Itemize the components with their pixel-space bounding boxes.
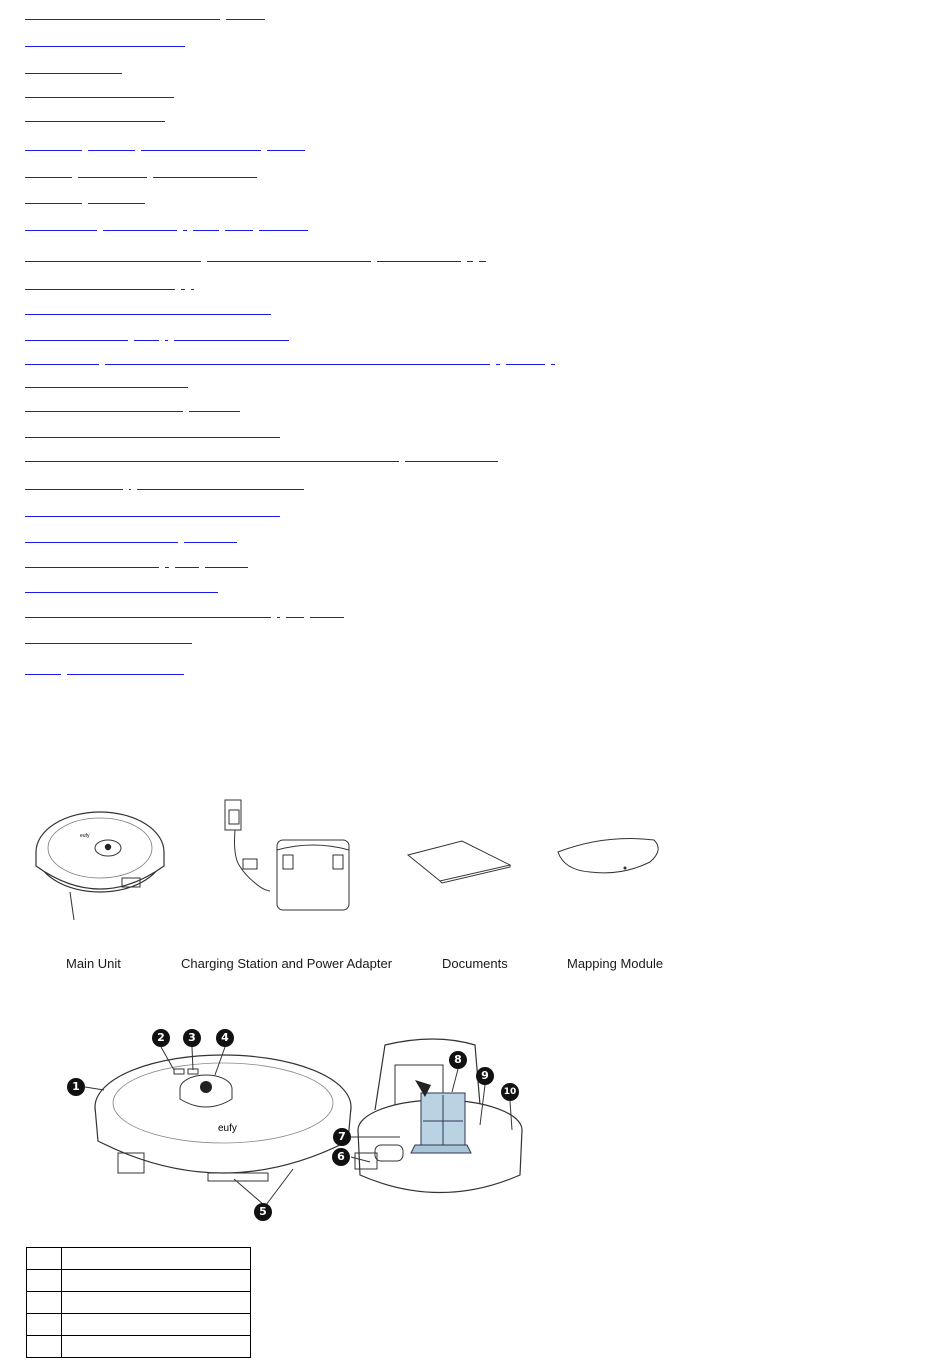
table-cell-value xyxy=(62,1314,251,1336)
callout-4: 4 xyxy=(216,1029,234,1047)
table-cell-value xyxy=(62,1248,251,1270)
table-row xyxy=(27,1292,251,1314)
table-row xyxy=(27,1314,251,1336)
caption-charging-station: Charging Station and Power Adapter xyxy=(181,956,393,971)
callout-6: 6 xyxy=(332,1148,350,1166)
table-cell-number xyxy=(27,1248,62,1270)
table-cell-number xyxy=(27,1270,62,1292)
caption-main-unit: Main Unit xyxy=(66,956,121,971)
table-cell-number xyxy=(27,1292,62,1314)
callout-8: 8 xyxy=(449,1051,467,1069)
callout-7: 7 xyxy=(333,1128,351,1146)
spec-table xyxy=(26,1247,251,1358)
caption-documents: Documents xyxy=(442,956,508,971)
callout-9: 9 xyxy=(476,1067,494,1085)
brand-text: eufy xyxy=(80,833,90,839)
table-cell-value xyxy=(62,1270,251,1292)
callout-3: 3 xyxy=(183,1029,201,1047)
caption-mapping-module: Mapping Module xyxy=(567,956,664,971)
table-cell-value xyxy=(62,1336,251,1358)
table-row xyxy=(27,1248,251,1270)
table-row xyxy=(27,1270,251,1292)
callout-1: 1 xyxy=(67,1078,85,1096)
callout-5: 5 xyxy=(254,1203,272,1221)
table-row xyxy=(27,1336,251,1358)
table-cell-number xyxy=(27,1336,62,1358)
table-cell-value xyxy=(62,1292,251,1314)
callout-2: 2 xyxy=(152,1029,170,1047)
callout-10: 10 xyxy=(501,1083,519,1101)
table-cell-number xyxy=(27,1314,62,1336)
brand-text: eufy xyxy=(218,1123,237,1134)
